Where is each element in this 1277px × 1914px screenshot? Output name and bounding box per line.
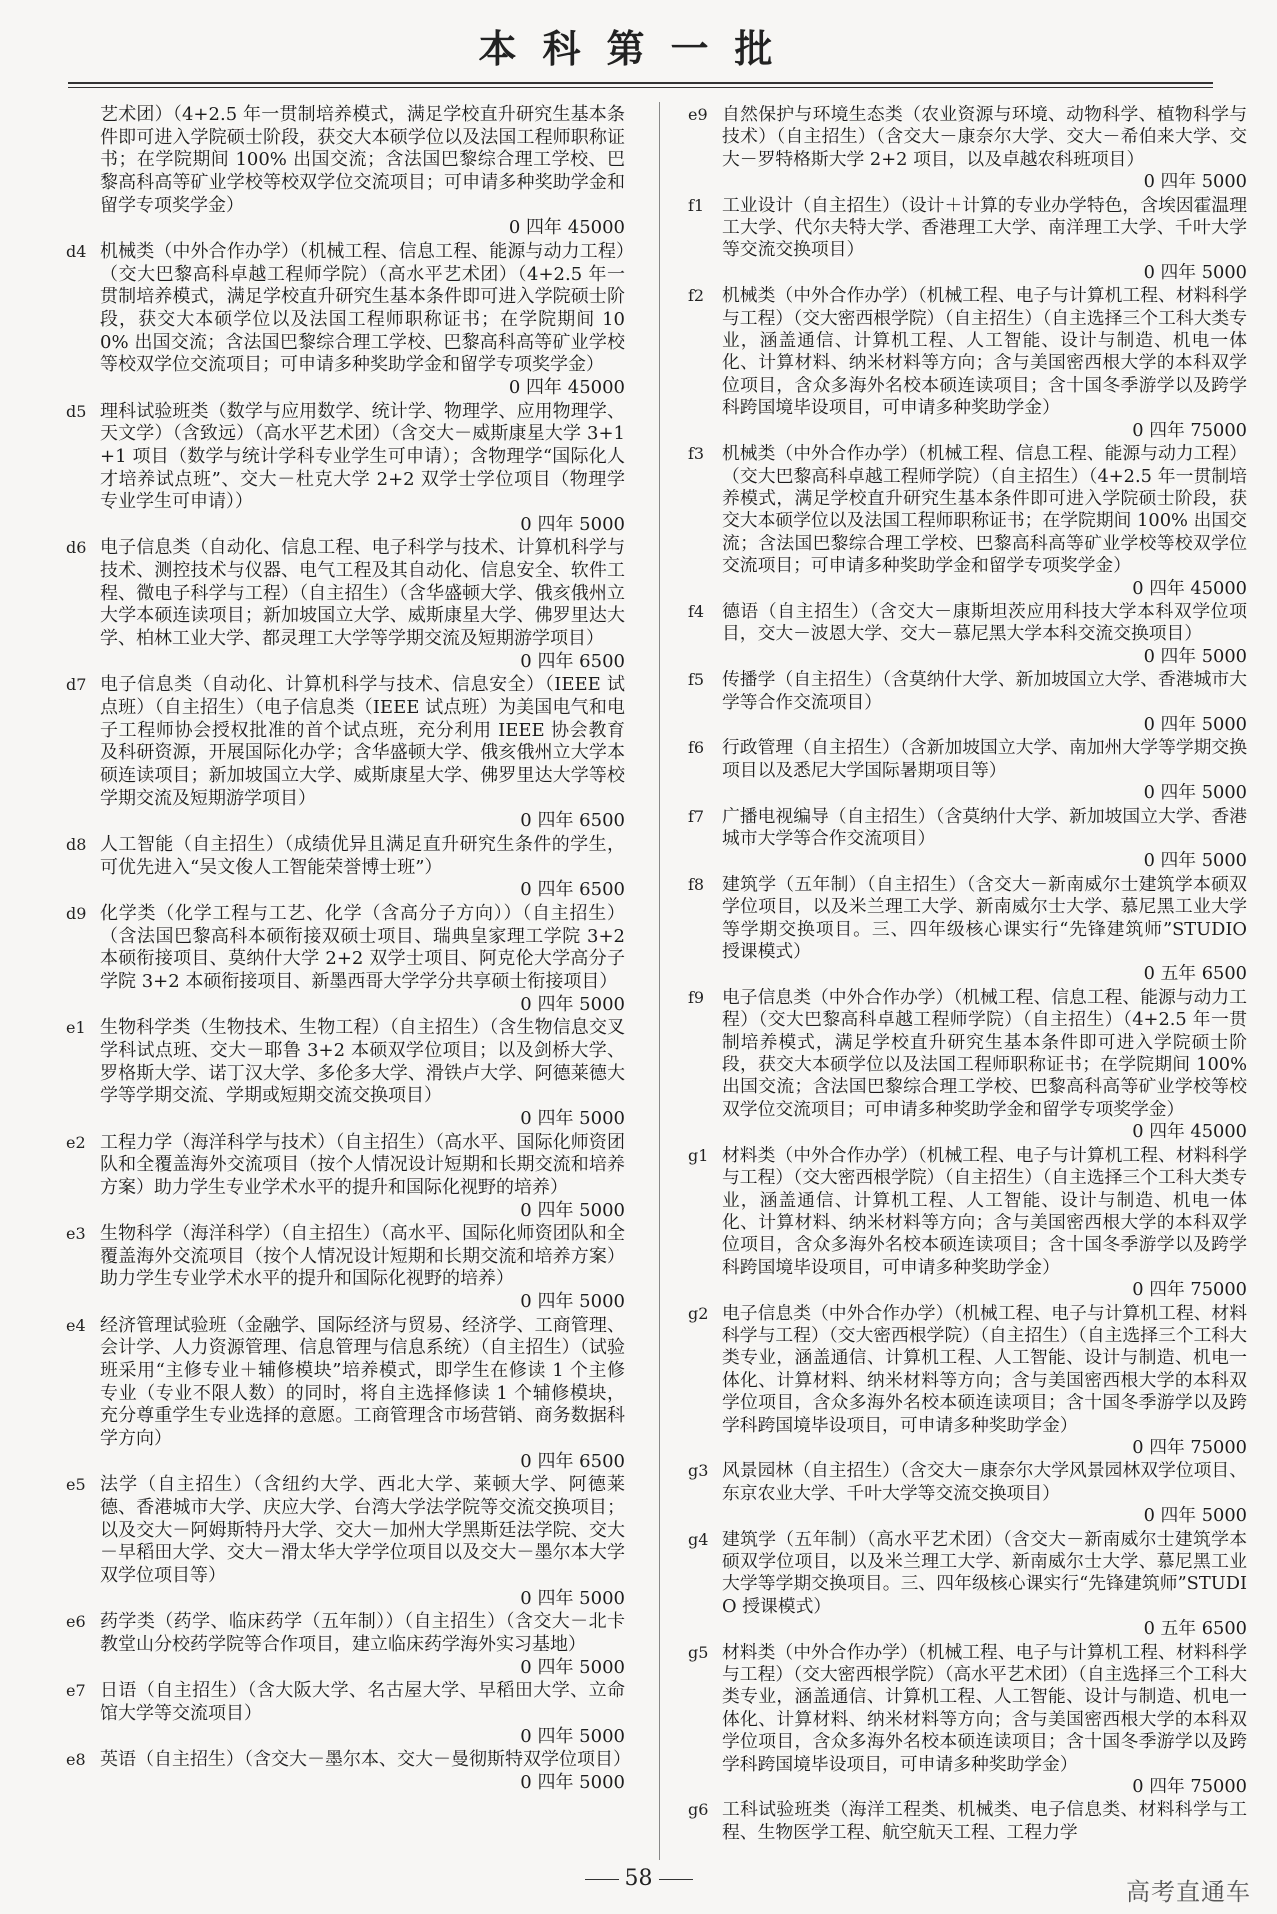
program-fee: 0 四年 5000 (520, 1107, 625, 1129)
program-entry (66, 240, 625, 400)
program-entry (66, 674, 625, 833)
program-description: 建筑学（五年制）（高水平艺术团）（含交大－新南威尔士建筑学本硕双学位项目，以及米兰理工大学、新南威尔士大学、慕尼黑工业大学等学期交换项目。三、四年级核心课实行“先锋建筑师”STUDIO 授课模式） (722, 1528, 1247, 1617)
program-code: d7 (66, 675, 87, 695)
program-fee: 0 四年 5000 (1143, 261, 1247, 283)
header-rule (68, 82, 1213, 88)
program-code: g4 (688, 1529, 709, 1549)
program-description: 机械类（中外合作办学）（机械工程、电子与计算机工程、材料科学与工程）（交大密西根学院）（自主招生）（自主选择三个工科大类专业，涵盖通信、计算机工程、人工智能、设计与制造、机电一体化、计算材料、纳米材料等方向；含与美国密西根大学的本科双学位项目，含众多海外名校本硕连读项目；含十国冬季游学以及跨学科跨国境毕设项目，可申请多种奖助学金） (722, 285, 1247, 419)
program-fee: 0 四年 5000 (520, 1771, 625, 1793)
program-entry (66, 1223, 625, 1314)
program-code: f9 (688, 987, 705, 1007)
program-description: 行政管理（自主招生）（含新加坡国立大学、南加州大学等学期交换项目以及悉尼大学国际暑期项目等） (722, 737, 1247, 781)
program-code: g6 (688, 1800, 709, 1820)
program-description: 电子信息类（中外合作办学）（机械工程、电子与计算机工程、材料科学与工程）（交大密西根学院）（自主招生）（自主选择三个工科大类专业，涵盖通信、计算机工程、人工智能、设计与制造、机电一体化、计算材料、纳米材料等方向；含与美国密西根大学的本科双学位项目，含众多海外名校本硕连读项目；含十国冬季游学以及跨学科跨国境毕设项目，可申请多种奖助学金） (722, 1302, 1247, 1436)
program-code: f2 (688, 286, 705, 306)
program-code: f5 (688, 670, 705, 690)
program-fee: 0 四年 75000 (1132, 1436, 1247, 1458)
program-code: e9 (688, 105, 708, 124)
program-code: f3 (688, 444, 705, 464)
program-entry (66, 1131, 625, 1223)
program-fee: 0 四年 45000 (508, 217, 625, 239)
program-description: 电子信息类（中外合作办学）（机械工程、信息工程、能源与动力工程）（交大巴黎高科卓越工程师学院）（自主招生）（4+2.5 年一贯制培养模式，满足学校直升研究生基本条件即可进入学院硕士阶段，获交大本硕学位以及法国工程师职称证书；在学院期间 100% 出国交流；含法国巴黎综合理工学校、巴黎高科高等矿业学校等校双学位交流项目；可申请多种奖助学金和留学专项奖学金） (722, 986, 1247, 1120)
program-fee: 0 四年 6500 (520, 1450, 625, 1472)
right-column (688, 104, 1247, 1845)
program-code: f1 (688, 195, 705, 215)
program-fee: 0 四年 5000 (520, 1725, 625, 1747)
program-code: g2 (688, 1303, 709, 1323)
page-number-dash-right (659, 1879, 693, 1880)
program-description: 材料类（中外合作办学）（机械工程、电子与计算机工程、材料科学与工程）（交大密西根学院）（高水平艺术团）（自主选择三个工科大类专业，涵盖通信、计算机工程、人工智能、设计与制造、机电一体化、计算材料、纳米材料等方向；含与美国密西根大学的本科双学位项目，含众多海外名校本硕连读项目；含十国冬季游学以及跨学科跨国境毕设项目，可申请多种奖助学金） (722, 1641, 1247, 1775)
program-entry (688, 1641, 1247, 1799)
program-entry (66, 400, 625, 537)
program-code: g3 (688, 1461, 709, 1481)
program-description: 风景园林（自主招生）（含交大－康奈尔大学风景园林双学位项目、东京农业大学、千叶大学等交流交换项目） (722, 1460, 1247, 1504)
program-code: e1 (66, 1018, 86, 1038)
program-fee: 0 四年 5000 (520, 1291, 625, 1313)
program-fee: 0 四年 5000 (520, 513, 625, 535)
program-description: 英语（自主招生）（含交大－墨尔本、交大－曼彻斯特双学位项目） (100, 1749, 631, 1771)
program-description: 机械类（中外合作办学）（机械工程、信息工程、能源与动力工程）（交大巴黎高科卓越工程师学院）（自主招生）（4+2.5 年一贯制培养模式，满足学校直升研究生基本条件即可进入学院硕士阶段，获交大本硕学位以及法国工程师职称证书；在学院期间 100% 出国交流；含法国巴黎综合理工学校、巴黎高科高等矿业学校等校双学位交流项目；可申请多种奖助学金和留学专项奖学金） (722, 443, 1247, 577)
page-title: 本科第一批 (478, 26, 799, 71)
program-entry (66, 1017, 625, 1130)
program-entry (688, 104, 1247, 194)
program-description: 艺术团）（4+2.5 年一贯制培养模式，满足学校直升研究生基本条件即可进入学院硕士阶段，获交大本硕学位以及法国工程师职称证书；在学院期间 100% 出国交流；含法国巴黎综合理工学校、巴黎高科高等矿业学校等校双学位交流项目；可申请多种奖助学金和留学专项奖学金） (100, 104, 625, 216)
program-entry (688, 805, 1247, 873)
program-entry (688, 194, 1247, 285)
program-entry (688, 600, 1247, 668)
program-fee: 0 四年 45000 (1132, 577, 1247, 599)
program-entry (70, 104, 625, 240)
program-code: d5 (66, 401, 87, 421)
page-number-line (0, 1866, 1277, 1891)
logo: 高考直通车 (1126, 1879, 1251, 1906)
program-code: d6 (66, 538, 87, 558)
program-entry (66, 902, 625, 1016)
program-description: 日语（自主招生）（含大阪大学、名古屋大学、早稻田大学、立命馆大学等交流项目） (100, 1680, 625, 1724)
program-entry (688, 1302, 1247, 1460)
program-code: e6 (66, 1612, 86, 1632)
program-description: 人工智能（自主招生）（成绩优异且满足直升研究生条件的学生，可优先进入“吴文俊人工智能荣誉博士班”） (100, 834, 625, 878)
program-code: e3 (66, 1224, 86, 1244)
program-fee: 0 四年 5000 (1143, 645, 1247, 667)
program-entry (66, 1611, 625, 1679)
program-fee: 0 四年 6500 (520, 879, 625, 901)
program-description: 自然保护与环境生态类（农业资源与环境、动物科学、植物科学与技术）（自主招生）（含交大－康奈尔大学、交大－希伯来大学、交大－罗特格斯大学 2+2 项目，以及卓越农科班项目） (722, 104, 1247, 170)
program-entry (66, 1314, 625, 1474)
program-fee: 0 四年 75000 (1132, 1279, 1247, 1301)
program-fee: 0 四年 5000 (520, 1199, 625, 1221)
program-description: 建筑学（五年制）（自主招生）（含交大－新南威尔士建筑学本硕双学位项目，以及米兰理工大学、新南威尔士大学、慕尼黑工业大学等学期交换项目。三、四年级核心课实行“先锋建筑师”STUDIO 授课模式） (722, 873, 1247, 963)
program-entry (688, 1528, 1247, 1641)
page-number-dash-left (585, 1879, 619, 1880)
program-entry (688, 285, 1247, 442)
program-code: f8 (688, 874, 705, 894)
program-description: 电子信息类（自动化、信息工程、电子科学与技术、计算机科学与技术、测控技术与仪器、电气工程及其自动化、信息安全、软件工程、微电子科学与工程）（自主招生）（含华盛顿大学、俄亥俄州立大学本硕连读项目；新加坡国立大学、威斯康星大学、佛罗里达大学、柏林工业大学、都灵理工大学等学期交流及短期游学项目） (100, 537, 625, 650)
program-fee: 0 四年 5000 (520, 1656, 625, 1678)
program-description: 药学类（药学、临床药学（五年制））（自主招生）（含交大－北卡教堂山分校药学院等合作项目，建立临床药学海外实习基地） (100, 1611, 625, 1655)
program-fee: 0 五年 6500 (1143, 1618, 1247, 1640)
program-code: d8 (66, 835, 87, 854)
program-code: e5 (66, 1475, 86, 1495)
program-fee: 0 四年 5000 (520, 1587, 625, 1609)
program-description: 生物科学（海洋科学）（自主招生）（高水平、国际化师资团队和全覆盖海外交流项目（按个人情况设计短期和长期交流和培养方案）助力学生专业学术水平的提升和国际化视野的培养） (100, 1223, 625, 1290)
program-description: 工程力学（海洋科学与技术）（自主招生）（高水平、国际化师资团队和全覆盖海外交流项目（按个人情况设计短期和长期交流和培养方案）助力学生专业学术水平的提升和国际化视野的培养） (100, 1131, 625, 1198)
program-code: g5 (688, 1642, 709, 1662)
program-description: 德语（自主招生）（含交大－康斯坦茨应用科技大学本科双学位项目，交大－波恩大学、交大－慕尼黑大学本科交流交换项目） (722, 600, 1247, 645)
program-description: 工业设计（自主招生）（设计＋计算的专业办学特色，含埃因霍温理工大学、代尔夫特大学、香港理工大学、南洋理工大学、千叶大学等交流交换项目） (722, 194, 1247, 261)
left-column (66, 104, 631, 1796)
program-description: 化学类（化学工程与工艺、化学（含高分子方向））（自主招生）（含法国巴黎高科本硕衔接双硕士项目、瑞典皇家理工学院 3+2 本硕衔接项目、莫纳什大学 2+2 双学士项目、阿克伦大学高分子学院 3+2 本硕衔接项目、新墨西哥大学学分共享硕士衔接项目） (100, 902, 625, 992)
program-description: 工科试验班类（海洋工程类、机械类、电子信息类、材料科学与工程、生物医学工程、航空航天工程、工程力学 (722, 1799, 1247, 1843)
program-fee: 0 四年 6500 (520, 810, 625, 832)
program-fee: 0 四年 75000 (1132, 419, 1247, 441)
program-fee: 0 四年 5000 (1143, 713, 1247, 735)
program-fee: 0 四年 5000 (1143, 850, 1247, 872)
program-fee: 0 四年 5000 (520, 993, 625, 1015)
program-entry (66, 1474, 625, 1610)
program-description: 生物科学类（生物技术、生物工程）（自主招生）（含生物信息交叉学科试点班、交大－耶鲁 3+2 本硕双学位项目；以及剑桥大学、罗格斯大学、诺丁汉大学、多伦多大学、滑铁卢大学、阿德莱德大学等学期交流、学期或短期交流交换项目） (100, 1017, 625, 1107)
program-code: f7 (688, 806, 705, 826)
program-entry (688, 986, 1247, 1144)
program-code: e2 (66, 1132, 86, 1152)
program-fee: 0 四年 45000 (508, 376, 625, 398)
program-fee: 0 五年 6500 (1143, 963, 1247, 985)
program-fee: 0 四年 75000 (1132, 1776, 1247, 1798)
program-description: 法学（自主招生）（含纽约大学、西北大学、莱顿大学、阿德莱德、香港城市大学、庆应大学、台湾大学法学院等交流交换项目；以及交大－阿姆斯特丹大学、交大－加州大学黑斯廷法学院、交大－早稻田大学、交大－滑太华大学学位项目以及交大－墨尔本大学双学位项目等） (100, 1474, 625, 1586)
program-entry (66, 537, 625, 673)
program-fee: 0 四年 5000 (1143, 1505, 1247, 1527)
program-entry (66, 1749, 631, 1794)
program-code: e7 (66, 1681, 86, 1701)
program-code: e8 (66, 1750, 86, 1770)
program-description: 理科试验班类（数学与应用数学、统计学、物理学、应用物理学、天文学）（含致远）（高水平艺术团）（含交大－威斯康星大学 3+1+1 项目（数学与统计学科专业学生可申请）；含物理学“国际化人才培养试点班”、交大－杜克大学 2+2 双学士学位项目（物理学专业学生可申请）） (100, 400, 625, 513)
program-entry (688, 669, 1247, 736)
program-description: 广播电视编导（自主招生）（含莫纳什大学、新加坡国立大学、香港城市大学等合作交流项目） (722, 805, 1247, 849)
program-code: f6 (688, 738, 705, 758)
program-code: f4 (688, 601, 705, 621)
program-fee: 0 四年 45000 (1132, 1121, 1247, 1143)
program-entry (688, 1144, 1247, 1302)
program-code: e4 (66, 1315, 86, 1335)
program-entry (688, 873, 1247, 986)
program-description: 机械类（中外合作办学）（机械工程、信息工程、能源与动力工程）（交大巴黎高科卓越工程师学院）（高水平艺术团）（4+2.5 年一贯制培养模式，满足学校直升研究生基本条件即可进入学院硕士阶段，获交大本硕学位以及法国工程师职称证书；在学院期间 100% 出国交流；含法国巴黎综合理工学校、巴黎高科高等矿业学校等校双学位交流项目；可申请多种奖助学金和留学专项奖学金） (100, 240, 625, 376)
program-fee: 0 四年 6500 (520, 650, 625, 672)
program-description: 电子信息类（自动化、计算机科学与技术、信息安全）（IEEE 试点班）（自主招生）（电子信息类（IEEE 试点班）为美国电气和电子工程师协会授权批准的首个试点班，充分利用 IEEE 协会教育及科研资源，开展国际化办学；含华盛顿大学、俄亥俄州立大学本硕连读项目；新加坡国立大学、威斯康星大学、佛罗里达大学等校学期交流及短期游学项目） (100, 674, 625, 809)
program-entry (688, 1460, 1247, 1527)
program-fee: 0 四年 5000 (1143, 171, 1247, 193)
program-description: 经济管理试验班（金融学、国际经济与贸易、经济学、工商管理、会计学、人力资源管理、信息管理与信息系统）（自主招生）（试验班采用“主修专业＋辅修模块”培养模式，即学生在修读 1 个主修专业（专业不限人数）的同时，将自主选择修读 1 个辅修模块，充分尊重学生专业选择的意愿。工商管理含市场营销、商务数据科学方向） (100, 1314, 625, 1450)
column-divider (659, 102, 660, 1860)
program-entry (688, 443, 1247, 600)
program-code: d4 (66, 241, 87, 261)
program-entry (688, 737, 1247, 804)
program-description: 传播学（自主招生）（含莫纳什大学、新加坡国立大学、香港城市大学等合作交流项目） (722, 669, 1247, 713)
program-entry (66, 1680, 625, 1748)
page-number: 58 (624, 1866, 653, 1891)
program-fee: 0 四年 5000 (1143, 782, 1247, 804)
program-description: 材料类（中外合作办学）（机械工程、电子与计算机工程、材料科学与工程）（交大密西根学院）（自主招生）（自主选择三个工科大类专业，涵盖通信、计算机工程、人工智能、设计与制造、机电一体化、计算材料、纳米材料等方向；含与美国密西根大学的本科双学位项目，含众多海外名校本硕连读项目；含十国冬季游学以及跨学科跨国境毕设项目，可申请多种奖助学金） (722, 1144, 1247, 1278)
program-entry (66, 834, 625, 902)
program-code: g1 (688, 1145, 709, 1165)
program-code: d9 (66, 903, 87, 923)
program-entry (688, 1799, 1247, 1844)
